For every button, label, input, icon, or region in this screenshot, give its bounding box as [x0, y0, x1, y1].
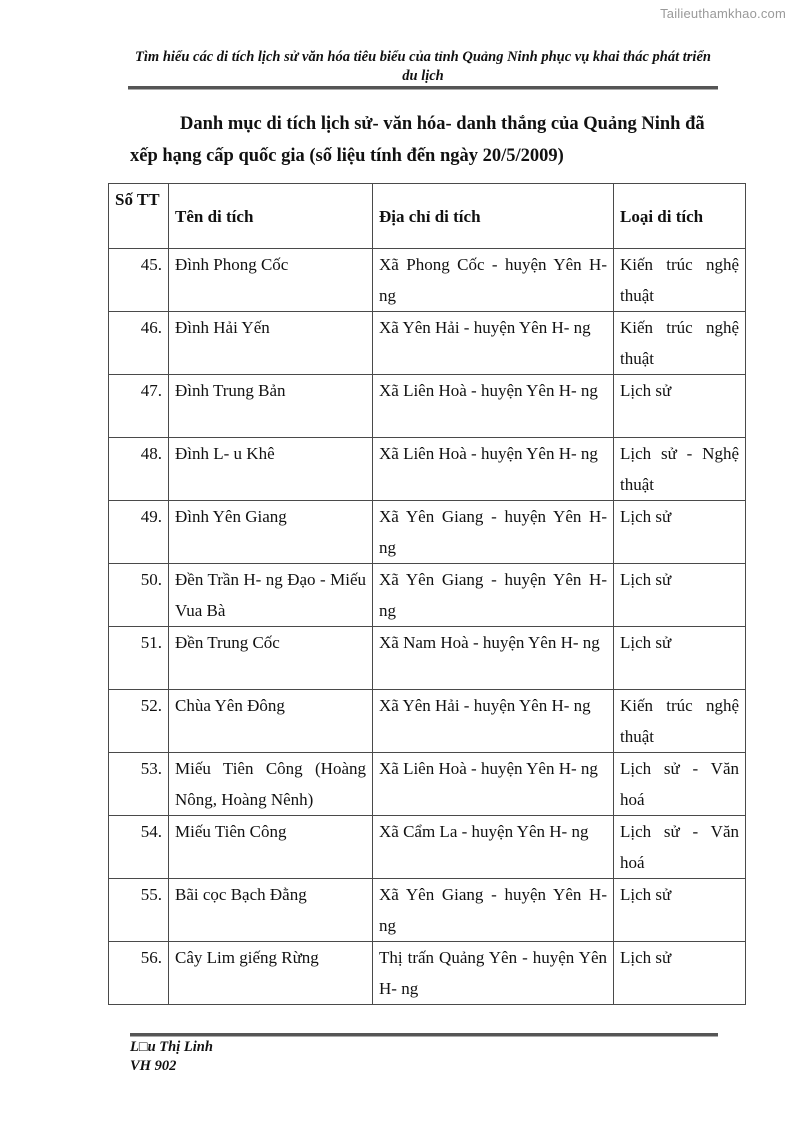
cell-name: Bãi cọc Bạch Đằng: [169, 879, 373, 942]
table-row: [109, 879, 746, 942]
relics-table: [108, 183, 746, 1005]
cell-no: 54.: [109, 816, 169, 879]
running-header: Tìm hiểu các di tích lịch sử văn hóa tiêu biểu của tỉnh Quảng Ninh phục vụ khai thác phát triển du lịch: [135, 49, 711, 84]
cell-name: Đình Yên Giang: [169, 501, 373, 564]
cell-type: Lịch sử: [614, 942, 746, 1005]
cell-no: 51.: [109, 627, 169, 690]
table-row: [109, 753, 746, 816]
cell-address: Xã Yên Giang - huyện Yên H- ng: [373, 564, 614, 627]
table-row: [109, 375, 746, 438]
cell-no: 48.: [109, 438, 169, 501]
cell-type: Kiến trúc nghệ thuật: [614, 312, 746, 375]
cell-no: 49.: [109, 501, 169, 564]
table-row: [109, 249, 746, 312]
cell-type: Lịch sử: [614, 375, 746, 438]
document-title: [130, 108, 730, 172]
cell-address: Xã Phong Cốc - huyện Yên H- ng: [373, 249, 614, 312]
page-footer: [130, 1038, 213, 1076]
table-row: [109, 690, 746, 753]
table-row: [109, 816, 746, 879]
footer-rule: [130, 1033, 718, 1037]
cell-type: Kiến trúc nghệ thuật: [614, 249, 746, 312]
cell-no: 47.: [109, 375, 169, 438]
cell-no: 52.: [109, 690, 169, 753]
table-row: [109, 564, 746, 627]
watermark: Tailieuthamkhao.com: [660, 6, 786, 21]
cell-no: 55.: [109, 879, 169, 942]
cell-type: Lịch sử: [614, 564, 746, 627]
cell-name: Đền Trần H- ng Đạo - Miếu Vua Bà: [169, 564, 373, 627]
title-line-2: xếp hạng cấp quốc gia (số liệu tính đến ngày 20/5/2009): [130, 146, 564, 166]
cell-type: Kiến trúc nghệ thuật: [614, 690, 746, 753]
title-line-1: Danh mục di tích lịch sử- văn hóa- danh thắng của Quảng Ninh đã: [180, 114, 705, 134]
cell-name: Cây Lim giếng Rừng: [169, 942, 373, 1005]
cell-address: Xã Liên Hoà - huyện Yên H- ng: [373, 438, 614, 501]
header-address: Địa chỉ di tích: [373, 184, 614, 249]
cell-name: Đình Phong Cốc: [169, 249, 373, 312]
cell-type: Lịch sử - Văn hoá: [614, 753, 746, 816]
cell-name: Đền Trung Cốc: [169, 627, 373, 690]
cell-address: Xã Yên Hải - huyện Yên H- ng: [373, 312, 614, 375]
cell-address: Xã Nam Hoà - huyện Yên H- ng: [373, 627, 614, 690]
cell-name: Chùa Yên Đông: [169, 690, 373, 753]
cell-address: Xã Liên Hoà - huyện Yên H- ng: [373, 375, 614, 438]
footer-author: L□u Thị Linh: [130, 1039, 213, 1055]
header-name: Tên di tích: [169, 184, 373, 249]
table-row: [109, 438, 746, 501]
header-no: Số TT: [109, 184, 169, 249]
cell-name: Miếu Tiên Công (Hoàng Nông, Hoàng Nênh): [169, 753, 373, 816]
cell-type: Lịch sử: [614, 501, 746, 564]
cell-address: Thị trấn Quảng Yên - huyện Yên H- ng: [373, 942, 614, 1005]
cell-type: Lịch sử - Văn hoá: [614, 816, 746, 879]
cell-type: Lịch sử: [614, 627, 746, 690]
table-row: [109, 942, 746, 1005]
cell-name: Đình L- u Khê: [169, 438, 373, 501]
cell-name: Miếu Tiên Công: [169, 816, 373, 879]
header-rule: [128, 86, 718, 90]
cell-address: Xã Yên Giang - huyện Yên H- ng: [373, 501, 614, 564]
cell-type: Lịch sử: [614, 879, 746, 942]
cell-no: 56.: [109, 942, 169, 1005]
table-row: [109, 312, 746, 375]
cell-address: Xã Liên Hoà - huyện Yên H- ng: [373, 753, 614, 816]
table-row: [109, 501, 746, 564]
cell-no: 50.: [109, 564, 169, 627]
table-row: [109, 627, 746, 690]
header-type: Loại di tích: [614, 184, 746, 249]
cell-no: 45.: [109, 249, 169, 312]
cell-no: 53.: [109, 753, 169, 816]
cell-address: Xã Cẩm La - huyện Yên H- ng: [373, 816, 614, 879]
cell-no: 46.: [109, 312, 169, 375]
cell-address: Xã Yên Giang - huyện Yên H- ng: [373, 879, 614, 942]
cell-address: Xã Yên Hải - huyện Yên H- ng: [373, 690, 614, 753]
table-header-row: [109, 184, 746, 249]
cell-name: Đình Trung Bản: [169, 375, 373, 438]
cell-type: Lịch sử - Nghệ thuật: [614, 438, 746, 501]
cell-name: Đình Hải Yến: [169, 312, 373, 375]
footer-class: VH 902: [130, 1058, 177, 1074]
